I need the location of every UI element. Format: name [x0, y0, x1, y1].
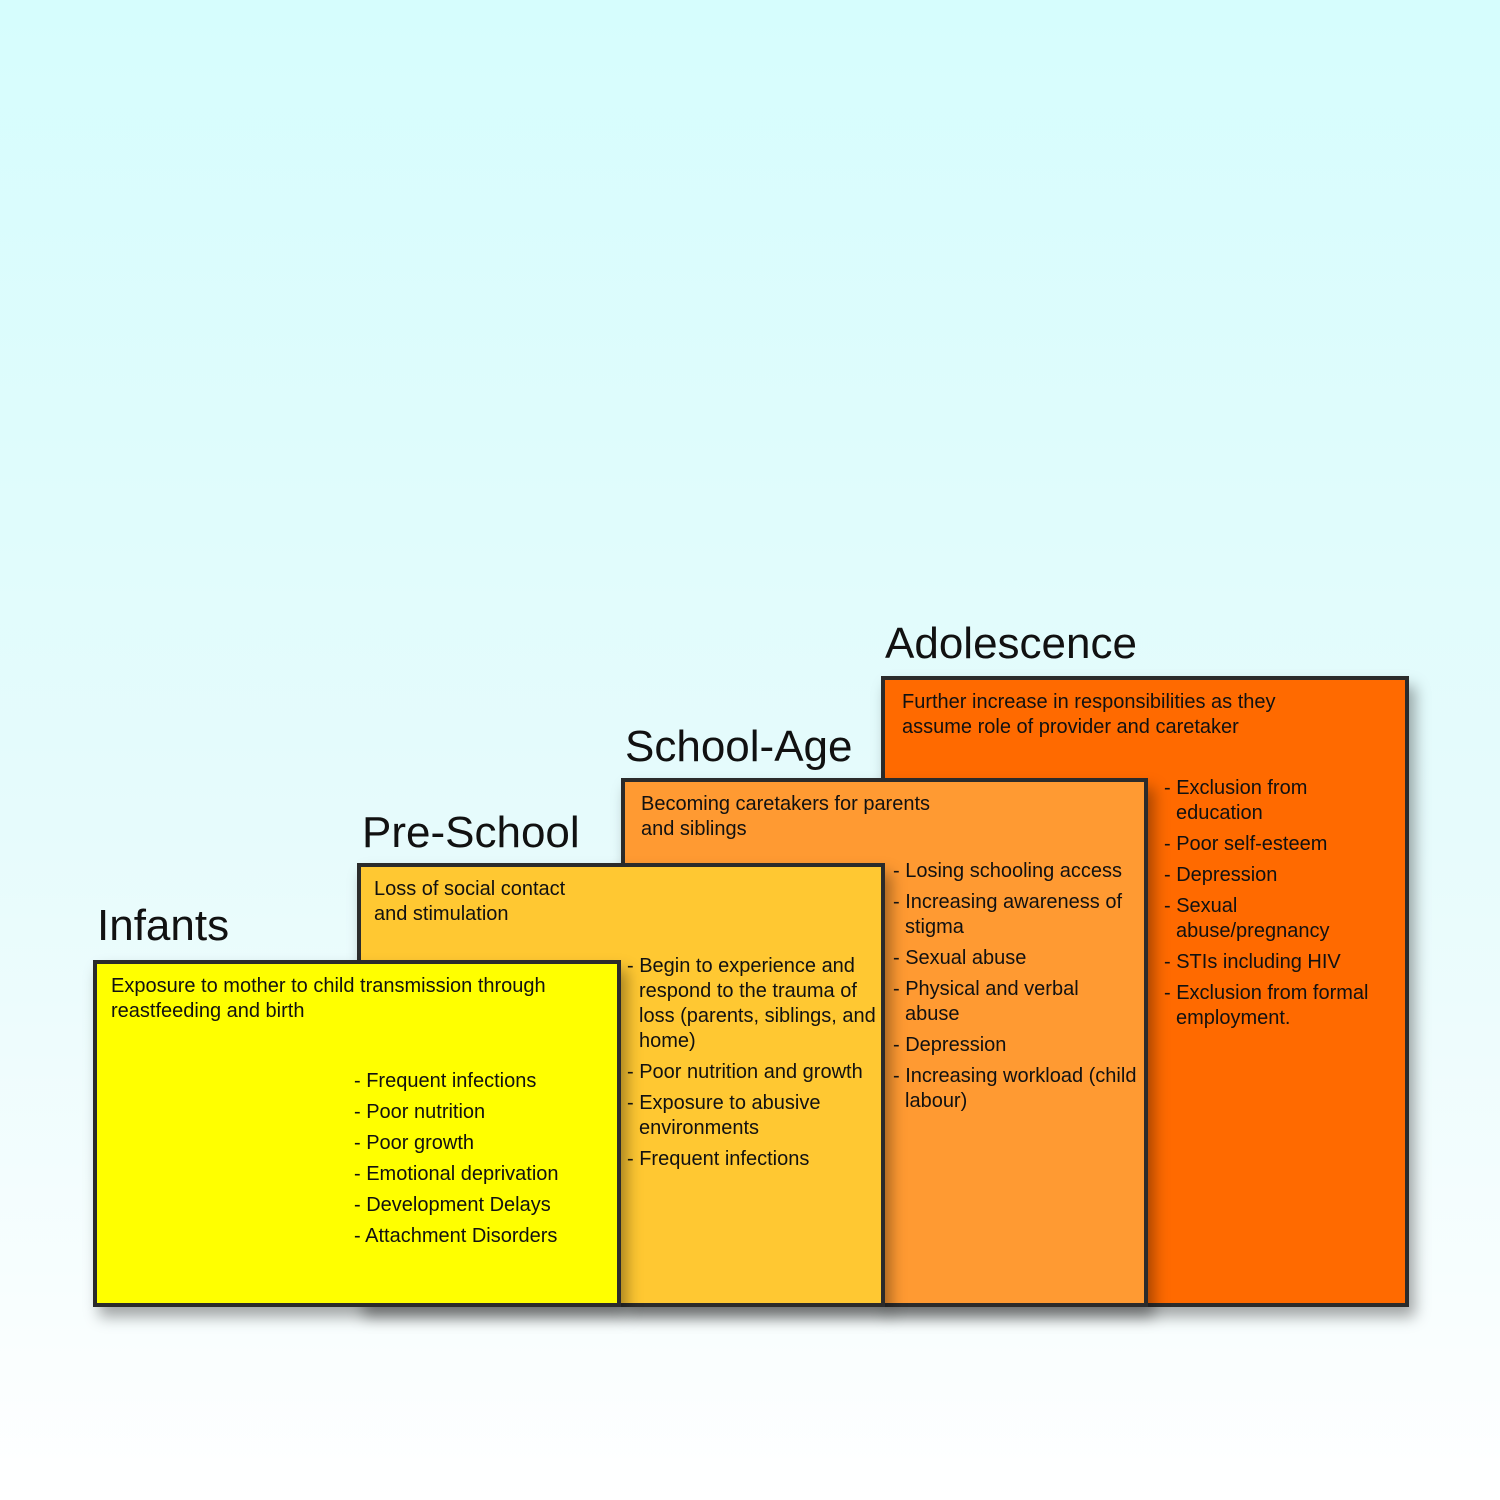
stage-title-adolescence: Adolescence — [885, 619, 1137, 668]
stage-title-school-age: School-Age — [625, 722, 853, 771]
adolescence-intro: Further increase in responsibilities as they assume role of provider and caretaker — [902, 691, 1276, 738]
list-item: - Sexual abuse/pregnancy — [1164, 894, 1389, 944]
list-item: - Frequent infections — [354, 1069, 604, 1094]
pre-school-risk-list — [627, 954, 877, 1178]
school-age-intro: Becoming caretakers for parents and siblings — [641, 793, 931, 840]
list-item: - Depression — [1164, 863, 1389, 888]
list-item: - Exclusion from formal employment. — [1164, 981, 1389, 1031]
list-item: - Begin to experience and respond to the trauma of loss (parents, siblings, and home) — [627, 954, 877, 1054]
list-item: - Development Delays — [354, 1193, 604, 1218]
list-item: - Increasing workload (child labour) — [893, 1064, 1138, 1114]
list-item: - Depression — [893, 1033, 1138, 1058]
list-item: - Increasing awareness of stigma — [893, 890, 1138, 940]
list-item: - Exposure to abusive environments — [627, 1091, 877, 1141]
list-item: - Poor nutrition and growth — [627, 1060, 877, 1085]
infants-intro: Exposure to mother to child transmission through reastfeeding and birth — [111, 975, 546, 1022]
adolescence-risk-list — [1164, 776, 1389, 1037]
list-item: - Sexual abuse — [893, 946, 1138, 971]
pre-school-intro: Loss of social contact and stimulation — [374, 878, 566, 925]
list-item: - Poor growth — [354, 1131, 604, 1156]
infants-risk-list — [354, 1069, 604, 1255]
list-item: - Exclusion from education — [1164, 776, 1389, 826]
list-item: - Emotional deprivation — [354, 1162, 604, 1187]
stage-title-infants: Infants — [97, 901, 230, 950]
list-item: - Poor nutrition — [354, 1100, 604, 1125]
stage-title-pre-school: Pre-School — [362, 808, 580, 857]
list-item: - STIs including HIV — [1164, 950, 1389, 975]
list-item: - Poor self-esteem — [1164, 832, 1389, 857]
list-item: - Attachment Disorders — [354, 1224, 604, 1249]
list-item: - Frequent infections — [627, 1147, 877, 1172]
school-age-risk-list — [893, 859, 1138, 1120]
list-item: - Losing schooling access — [893, 859, 1138, 884]
list-item: - Physical and verbal abuse — [893, 977, 1138, 1027]
